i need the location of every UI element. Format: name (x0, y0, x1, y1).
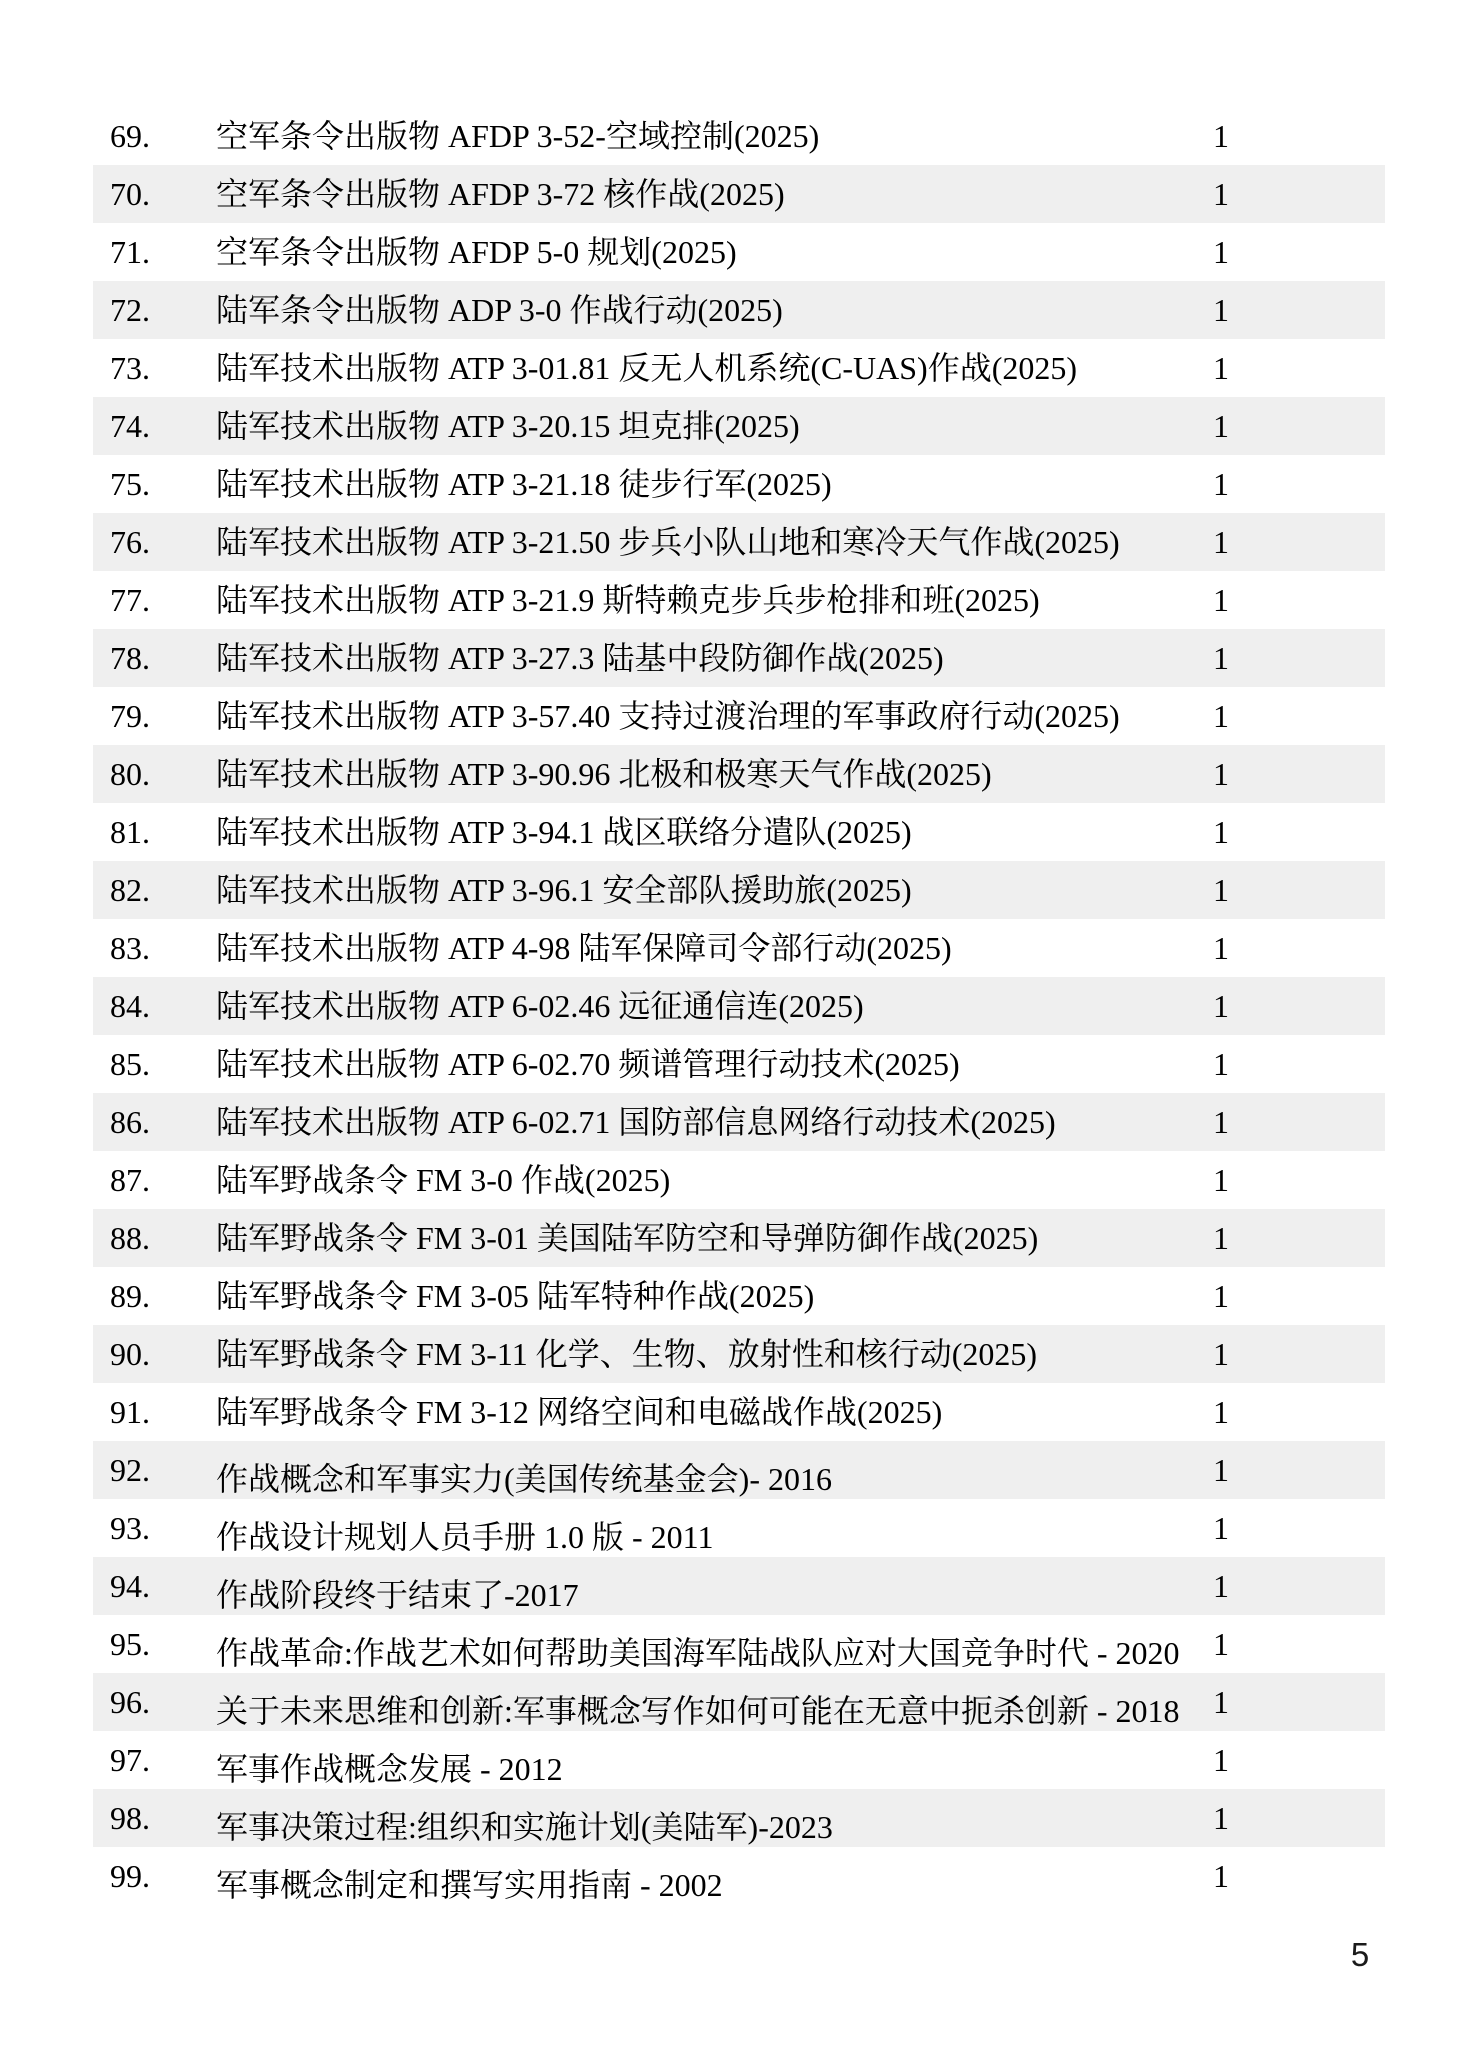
item-page-value: 1 (1213, 1046, 1229, 1082)
list-item (93, 1615, 1385, 1673)
item-title: 陆军技术出版物 ATP 3-01.81 反无人机系统(C-UAS)作战(2025) (216, 350, 1078, 386)
list-item (93, 1731, 1385, 1789)
item-number: 94. (110, 1568, 150, 1604)
list-item (93, 803, 1385, 861)
item-page-value: 1 (1213, 698, 1229, 734)
item-number: 75. (110, 466, 150, 502)
item-number: 71. (110, 234, 150, 270)
item-number: 80. (110, 756, 150, 792)
item-page-value: 1 (1213, 1568, 1229, 1604)
item-page-value: 1 (1213, 582, 1229, 618)
list-item (93, 1847, 1385, 1905)
list-item (93, 919, 1385, 977)
item-page-value: 1 (1213, 1278, 1229, 1314)
item-title: 陆军技术出版物 ATP 3-21.9 斯特赖克步兵步枪排和班(2025) (216, 582, 1040, 618)
item-title: 陆军技术出版物 ATP 3-21.18 徒步行军(2025) (216, 466, 832, 502)
item-title: 关于未来思维和创新:军事概念写作如何可能在无意中扼杀创新 - 2018 (216, 1693, 1180, 1729)
list-item (93, 1557, 1385, 1615)
item-title: 陆军野战条令 FM 3-05 陆军特种作战(2025) (216, 1278, 815, 1314)
item-title: 陆军技术出版物 ATP 6-02.70 频谱管理行动技术(2025) (216, 1046, 960, 1082)
item-title: 陆军技术出版物 ATP 3-20.15 坦克排(2025) (216, 408, 800, 444)
item-number: 96. (110, 1684, 150, 1720)
list-item (93, 1209, 1385, 1267)
item-page-value: 1 (1213, 1510, 1229, 1546)
item-page-value: 1 (1213, 1104, 1229, 1140)
item-title: 陆军技术出版物 ATP 6-02.46 远征通信连(2025) (216, 988, 864, 1024)
list-item (93, 687, 1385, 745)
list-item (93, 339, 1385, 397)
document-list (93, 107, 1385, 1905)
item-title: 陆军技术出版物 ATP 3-57.40 支持过渡治理的军事政府行动(2025) (216, 698, 1120, 734)
item-number: 74. (110, 408, 150, 444)
item-title: 陆军技术出版物 ATP 3-90.96 北极和极寒天气作战(2025) (216, 756, 992, 792)
item-number: 89. (110, 1278, 150, 1314)
item-number: 79. (110, 698, 150, 734)
item-title: 陆军技术出版物 ATP 3-27.3 陆基中段防御作战(2025) (216, 640, 944, 676)
item-title: 陆军技术出版物 ATP 4-98 陆军保障司令部行动(2025) (216, 930, 952, 966)
list-item (93, 1035, 1385, 1093)
item-title: 陆军技术出版物 ATP 3-21.50 步兵小队山地和寒冷天气作战(2025) (216, 524, 1120, 560)
item-number: 93. (110, 1510, 150, 1546)
item-number: 88. (110, 1220, 150, 1256)
item-title: 陆军条令出版物 ADP 3-0 作战行动(2025) (216, 292, 783, 328)
item-page-value: 1 (1213, 1858, 1229, 1894)
item-page-value: 1 (1213, 1452, 1229, 1488)
item-title: 作战革命:作战艺术如何帮助美国海军陆战队应对大国竞争时代 - 2020 (216, 1635, 1180, 1671)
item-title: 军事概念制定和撰写实用指南 - 2002 (216, 1867, 723, 1903)
item-page-value: 1 (1213, 292, 1229, 328)
list-item (93, 397, 1385, 455)
item-number: 84. (110, 988, 150, 1024)
list-item (93, 1673, 1385, 1731)
item-title: 作战设计规划人员手册 1.0 版 - 2011 (216, 1519, 714, 1555)
item-number: 98. (110, 1800, 150, 1836)
item-title: 陆军技术出版物 ATP 3-94.1 战区联络分遣队(2025) (216, 814, 912, 850)
item-title: 陆军野战条令 FM 3-0 作战(2025) (216, 1162, 671, 1198)
item-page-value: 1 (1213, 1626, 1229, 1662)
item-number: 73. (110, 350, 150, 386)
list-item (93, 977, 1385, 1035)
list-item (93, 1325, 1385, 1383)
list-item (93, 1093, 1385, 1151)
item-title: 空军条令出版物 AFDP 3-52-空域控制(2025) (216, 118, 820, 154)
item-title: 陆军野战条令 FM 3-01 美国陆军防空和导弹防御作战(2025) (216, 1220, 1039, 1256)
item-title: 空军条令出版物 AFDP 5-0 规划(2025) (216, 234, 737, 270)
item-page-value: 1 (1213, 872, 1229, 908)
item-title: 空军条令出版物 AFDP 3-72 核作战(2025) (216, 176, 785, 212)
list-item (93, 571, 1385, 629)
item-number: 76. (110, 524, 150, 560)
item-title: 作战概念和军事实力(美国传统基金会)- 2016 (216, 1461, 832, 1497)
item-page-value: 1 (1213, 176, 1229, 212)
item-number: 85. (110, 1046, 150, 1082)
item-page-value: 1 (1213, 1394, 1229, 1430)
list-item (93, 1151, 1385, 1209)
item-page-value: 1 (1213, 466, 1229, 502)
list-item (93, 223, 1385, 281)
item-page-value: 1 (1213, 988, 1229, 1024)
item-title: 军事作战概念发展 - 2012 (216, 1751, 563, 1787)
item-number: 69. (110, 118, 150, 154)
list-item (93, 1499, 1385, 1557)
item-page-value: 1 (1213, 930, 1229, 966)
item-page-value: 1 (1213, 756, 1229, 792)
page-number: 5 (1350, 1936, 1370, 1973)
item-page-value: 1 (1213, 350, 1229, 386)
item-title: 作战阶段终于结束了-2017 (216, 1577, 579, 1613)
item-number: 78. (110, 640, 150, 676)
list-item (93, 513, 1385, 571)
item-title: 陆军技术出版物 ATP 6-02.71 国防部信息网络行动技术(2025) (216, 1104, 1056, 1140)
item-number: 77. (110, 582, 150, 618)
item-page-value: 1 (1213, 524, 1229, 560)
item-number: 91. (110, 1394, 150, 1430)
item-number: 97. (110, 1742, 150, 1778)
item-number: 90. (110, 1336, 150, 1372)
item-number: 83. (110, 930, 150, 966)
item-page-value: 1 (1213, 1800, 1229, 1836)
list-item (93, 861, 1385, 919)
item-page-value: 1 (1213, 814, 1229, 850)
item-number: 72. (110, 292, 150, 328)
item-page-value: 1 (1213, 1336, 1229, 1372)
list-item (93, 107, 1385, 165)
item-number: 92. (110, 1452, 150, 1488)
item-page-value: 1 (1213, 1220, 1229, 1256)
item-page-value: 1 (1213, 1684, 1229, 1720)
item-page-value: 1 (1213, 1162, 1229, 1198)
item-number: 81. (110, 814, 150, 850)
item-number: 82. (110, 872, 150, 908)
item-number: 86. (110, 1104, 150, 1140)
item-title: 陆军野战条令 FM 3-11 化学、生物、放射性和核行动(2025) (216, 1336, 1038, 1372)
item-title: 军事决策过程:组织和实施计划(美陆军)-2023 (216, 1809, 833, 1845)
item-page-value: 1 (1213, 118, 1229, 154)
list-item (93, 165, 1385, 223)
item-number: 99. (110, 1858, 150, 1894)
item-page-value: 1 (1213, 408, 1229, 444)
list-item (93, 1267, 1385, 1325)
item-number: 70. (110, 176, 150, 212)
item-page-value: 1 (1213, 640, 1229, 676)
list-item (93, 745, 1385, 803)
list-item (93, 1383, 1385, 1441)
item-title: 陆军技术出版物 ATP 3-96.1 安全部队援助旅(2025) (216, 872, 912, 908)
list-item (93, 1441, 1385, 1499)
item-number: 95. (110, 1626, 150, 1662)
item-page-value: 1 (1213, 234, 1229, 270)
item-title: 陆军野战条令 FM 3-12 网络空间和电磁战作战(2025) (216, 1394, 943, 1430)
list-item (93, 281, 1385, 339)
item-page-value: 1 (1213, 1742, 1229, 1778)
list-item (93, 455, 1385, 513)
item-number: 87. (110, 1162, 150, 1198)
list-item (93, 629, 1385, 687)
list-item (93, 1789, 1385, 1847)
